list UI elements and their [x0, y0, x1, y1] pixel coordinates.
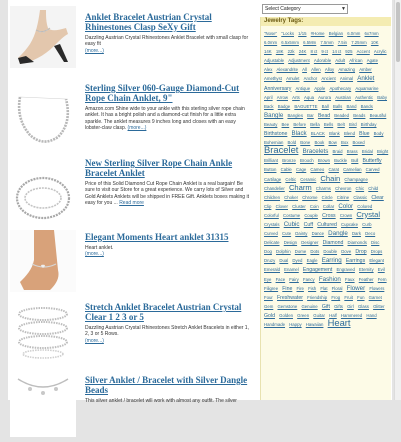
sidebar — [260, 0, 390, 400]
tag-link[interactable]: Curved — [264, 231, 278, 237]
tag-link[interactable]: Dance — [311, 231, 325, 237]
tag-link[interactable]: Cameo — [310, 167, 325, 173]
tag-link[interactable]: 24K — [298, 49, 307, 55]
tag-link[interactable]: 925 — [345, 49, 353, 55]
tag-link[interactable]: Adorable — [313, 58, 332, 64]
tag-link[interactable]: Clear — [371, 194, 384, 201]
tag-link[interactable]: Bar — [307, 112, 314, 118]
tag-link[interactable]: Gifts — [334, 303, 343, 309]
read-more-link[interactable]: (more...) — [127, 125, 147, 132]
tag-link[interactable]: 14K — [264, 49, 272, 55]
tag-link[interactable]: Alex — [264, 67, 273, 73]
tag-link[interactable]: Diamond — [322, 240, 344, 247]
heart-anklet-image — [10, 230, 76, 292]
post-thumbnail[interactable] — [10, 6, 76, 68]
tag-link[interactable]: Dolphin — [276, 249, 291, 255]
tag-link[interactable]: Bronze — [282, 158, 296, 164]
tag-link[interactable]: Classic — [353, 194, 368, 200]
tag-link[interactable]: Dyed — [292, 258, 303, 264]
tag-link[interactable]: Gold — [264, 312, 275, 319]
tag-link[interactable]: Dual — [279, 258, 289, 264]
tag-link[interactable]: Druzy — [264, 258, 276, 264]
tag-link[interactable]: Bella — [310, 121, 320, 127]
scrollbar-thumb[interactable] — [396, 2, 400, 62]
tag-link[interactable]: Aurora — [318, 94, 332, 100]
tag-link[interactable]: Child — [368, 185, 379, 191]
post-title-link[interactable]: Anklet Bracelet Austrian Crystal Rhinestones Clasp SeXy Gift — [85, 12, 212, 32]
tag-link[interactable]: Choker — [284, 194, 299, 200]
tag-link[interactable]: Girl — [347, 303, 354, 309]
tag-link[interactable]: Braid — [332, 149, 343, 155]
tag-link[interactable]: Bohemian — [264, 140, 284, 146]
tag-link[interactable]: Coin — [309, 203, 319, 209]
tag-link[interactable]: Glass — [357, 303, 369, 309]
tag-link[interactable]: Birthstone — [264, 131, 288, 138]
tag-link[interactable]: Crystals — [264, 221, 280, 227]
tag-link[interactable]: Earring — [321, 257, 342, 265]
tag-link[interactable]: Hammered — [340, 312, 363, 318]
tag-link[interactable]: Fruit — [344, 294, 353, 300]
high-heel-anklet-image — [10, 6, 76, 68]
tag-link[interactable]: Amber — [359, 67, 372, 73]
tag-link[interactable]: Floral — [331, 285, 343, 291]
tag-link[interactable]: 7.5in — [337, 40, 348, 46]
tag-link[interactable]: Cage — [295, 167, 307, 173]
tag-link[interactable]: Flowers — [369, 285, 385, 291]
tag-link[interactable]: 8 ct — [310, 49, 318, 55]
tag-link[interactable]: Alloy — [324, 67, 335, 73]
tags-heading: Jewelry Tags: — [261, 17, 391, 26]
post-excerpt: Heart anklet. — [85, 245, 114, 251]
tag-link[interactable]: Bracelet — [264, 144, 299, 156]
tag-link[interactable]: Birthday — [360, 121, 377, 127]
tag-link[interactable]: Clover — [275, 203, 288, 209]
tag-link[interactable]: African — [349, 58, 363, 64]
tag-link[interactable]: Animal — [339, 76, 354, 82]
post-list — [8, 0, 254, 404]
silver-chain-image — [10, 166, 76, 228]
tag-link[interactable]: Bracelets — [302, 148, 329, 156]
tag-link[interactable]: Drop — [355, 249, 367, 256]
tag-link[interactable]: Dove — [341, 249, 352, 255]
tag-link[interactable]: Genuine — [301, 303, 318, 309]
tag-link[interactable]: Bow — [328, 140, 337, 146]
tag-link[interactable]: Charms — [315, 185, 331, 191]
tag-link[interactable]: 18K — [275, 49, 284, 55]
tag-link[interactable]: 10K — [370, 40, 379, 46]
tag-link[interactable]: Acrylic — [373, 49, 387, 55]
tag-link[interactable]: Flower — [346, 284, 366, 292]
tag-link[interactable]: Diamonds — [347, 240, 367, 246]
tag-link[interactable]: Carnelian — [343, 167, 362, 173]
tag-link[interactable]: Crystal — [356, 209, 381, 219]
post-title-link[interactable]: Silver Anklet / Bracelet with Silver Dangle Beads — [85, 375, 248, 395]
tag-link[interactable]: BAGUETTE — [294, 103, 318, 109]
tag-link[interactable]: Amethyst — [264, 76, 282, 82]
tag-link[interactable]: All — [302, 67, 307, 73]
tag-link[interactable]: Dome — [294, 249, 307, 255]
tag-link[interactable]: Bead — [317, 112, 331, 119]
tag-link[interactable]: Color — [338, 202, 354, 210]
tag-link[interactable]: Emerald — [264, 267, 281, 273]
tag-link[interactable]: Disc — [371, 240, 380, 246]
tag-link[interactable]: Handmade — [264, 322, 286, 327]
tag-link[interactable]: Arrow — [276, 94, 288, 100]
tag-link[interactable]: Enamel — [284, 267, 299, 273]
tag-link[interactable]: Cable — [280, 167, 292, 173]
post-thumbnail[interactable] — [10, 166, 76, 228]
read-more-link[interactable]: (more...) — [85, 337, 104, 344]
tag-link[interactable]: Eternity — [359, 267, 374, 273]
tag-link[interactable]: Box — [340, 140, 349, 146]
tag-link[interactable]: Bull — [351, 158, 359, 164]
tag-link[interactable]: Chandelier — [264, 185, 285, 191]
tag-link[interactable]: Brooch — [300, 158, 314, 164]
post-excerpt: Dazzling Austrian Crystal Rhinestones Anklet Bracelet with small clasp for easy fit — [85, 35, 249, 48]
category-select[interactable] — [262, 4, 348, 14]
tag-link[interactable]: Bands — [360, 103, 373, 109]
tag-link[interactable]: Bells — [323, 121, 334, 127]
post-excerpt: Price of this Solid Diamond Cut Rope Chain Anklet is a real bargain! Be sure to visit our Store for a great experience. We carry lots of Silver and Gold Anklets Anklets will be shipped in FREE Gift. Anklets boxes making it easy for you ... — [85, 181, 249, 207]
tag-link[interactable]: Dangle — [328, 230, 348, 238]
tag-link[interactable]: Flat — [320, 285, 328, 291]
chevron-down-icon: ▼ — [341, 6, 346, 12]
dangle-beads-anklet-image — [10, 375, 76, 437]
tag-link[interactable]: Face — [275, 276, 286, 282]
tag-link[interactable]: Faux — [345, 276, 355, 282]
tag-link[interactable]: Gem — [264, 303, 274, 309]
tag-link[interactable]: Allen — [311, 67, 321, 73]
tag-link[interactable]: Fish — [308, 285, 317, 291]
tag-link[interactable]: Bird — [348, 121, 357, 127]
tag-link[interactable]: Elegant — [369, 258, 384, 264]
tag-link[interactable]: Collar — [322, 203, 335, 209]
tag-link[interactable]: Citrine — [336, 194, 350, 200]
tag-link[interactable]: Cuff — [303, 221, 314, 228]
tag-link[interactable]: Hand — [366, 312, 377, 318]
tag-link[interactable]: Eye — [264, 276, 272, 282]
tag-link[interactable]: Button — [264, 167, 277, 173]
tag-link[interactable]: Antique — [295, 85, 311, 91]
post-thumbnail[interactable] — [10, 300, 76, 362]
tag-link[interactable]: Beads — [353, 112, 366, 118]
tag-link[interactable]: Fashion — [318, 275, 341, 283]
tag-link[interactable]: Amazing — [338, 67, 356, 73]
tag-link[interactable]: Celtic — [285, 176, 297, 182]
tag-link[interactable]: Chrome — [302, 194, 318, 200]
tag-link[interactable]: Earrings — [345, 258, 366, 265]
tag-link[interactable]: Anchor — [303, 76, 318, 82]
tag-link[interactable]: Band — [346, 103, 357, 109]
tag-link[interactable]: Beautiful — [369, 112, 387, 118]
tag-link[interactable]: Body — [373, 131, 384, 137]
tag-link[interactable]: 6.0mm — [264, 40, 278, 46]
tag-link[interactable]: 14 ct — [332, 49, 342, 55]
tag-link[interactable]: Evil — [377, 267, 385, 273]
tag-link[interactable]: Adjustable — [264, 58, 285, 64]
tag-link[interactable]: Anklet — [357, 75, 375, 83]
tag-link[interactable]: April — [264, 94, 273, 100]
tag-link[interactable]: Adjustment — [288, 58, 310, 64]
tag-link[interactable]: Clip — [264, 203, 272, 209]
tag-link[interactable]: Bright — [377, 149, 389, 155]
post-title-link[interactable]: Elegant Moments Heart anklet 31315 — [85, 232, 229, 242]
tag-link[interactable]: Beauty — [264, 121, 278, 127]
tag-link[interactable]: "Nose" — [264, 31, 278, 36]
post-excerpt: Dazzling Austrian Crystal Rhinestones Stretch Anklet Bracelets in either 1, 2, 3 or 5 Rows. — [85, 325, 249, 338]
tag-link[interactable]: #Home — [310, 31, 325, 36]
tag-link[interactable]: Boxed — [352, 140, 365, 146]
tag-link[interactable]: Dark — [351, 231, 362, 237]
tag-link[interactable]: Black — [291, 130, 307, 138]
tag-link[interactable]: Baby — [377, 94, 388, 100]
tag-link[interactable]: Hawaiian — [305, 322, 324, 327]
post-title-link[interactable]: Sterling Silver 060-Gauge Diamond-Cut Rope Chain Anklet, 9" — [85, 83, 240, 103]
scrollbar[interactable] — [394, 0, 401, 400]
tag-link[interactable]: Glitter — [373, 303, 385, 309]
tag-link[interactable]: BLACK — [310, 131, 325, 137]
tag-link[interactable]: Costume — [282, 212, 301, 218]
tag-link[interactable]: Heart — [327, 317, 351, 328]
tag-link[interactable]: Fine — [282, 285, 293, 292]
tag-link[interactable]: Bee — [281, 121, 290, 127]
tag-link[interactable]: Half — [329, 312, 337, 318]
tag-link[interactable]: Agate — [366, 58, 378, 64]
tag-link[interactable]: Book — [314, 140, 325, 146]
tag-link[interactable]: Fern — [377, 276, 387, 282]
tag-link[interactable]: Garnet — [368, 294, 382, 300]
post-thumbnail[interactable] — [10, 89, 76, 151]
tag-link[interactable]: Belgian — [328, 31, 344, 36]
tag-link[interactable]: Alexandrite — [276, 67, 299, 73]
tag-link[interactable]: Colored — [357, 203, 373, 209]
tag-link[interactable]: Cubic — [283, 220, 300, 228]
tag-link[interactable]: Chic — [355, 185, 365, 191]
post-title-link[interactable]: Stretch Anklet Bracelet Austrian Crystal Clear 1 2 3 or 5 — [85, 302, 242, 322]
tag-link[interactable]: Green — [297, 312, 310, 318]
tag-link[interactable]: Engraved — [336, 267, 355, 273]
tag-link[interactable]: Bold — [287, 140, 297, 146]
tag-link[interactable]: Freshwater — [277, 294, 303, 301]
tag-link[interactable]: Brilliant — [264, 158, 279, 164]
post-excerpt: Amazon.com Shine wide to your ankle with this sterling silver rope chain anklet. It has a bright polish and a diamond-cut finish for a little extra sparkle. The anklet measures 9 inches long and closes with an easy lobster-claw clasp. — [85, 106, 245, 132]
crystal-anklets-image — [10, 300, 76, 362]
tag-link[interactable]: Amulet — [286, 76, 300, 82]
tag-link[interactable]: Crown — [339, 212, 353, 218]
tag-link[interactable]: Anniversary — [264, 85, 292, 92]
tag-link[interactable]: Frog — [331, 294, 341, 300]
tag-link[interactable]: Aquamarine — [355, 85, 379, 91]
tag-link[interactable]: 6.5x5mm — [281, 40, 299, 46]
tag-link[interactable]: Ceramic — [300, 176, 317, 182]
post-thumbnail[interactable] — [10, 230, 76, 292]
tag-link[interactable]: Butterfly — [362, 158, 382, 165]
tag-link[interactable]: Aqua — [303, 94, 314, 100]
tag-link[interactable]: Circle — [321, 194, 333, 200]
tag-link[interactable]: 9 ct — [321, 49, 328, 55]
tag-link[interactable]: Designer — [301, 240, 319, 246]
tag-link[interactable]: Deco — [365, 231, 376, 237]
tag-link[interactable]: Bridal — [361, 149, 373, 155]
post-excerpt: This silver anklet / bracelet will work with almost any outfit. The silver — [85, 398, 237, 404]
read-more-link[interactable]: (more...) — [85, 47, 104, 54]
tag-link[interactable]: Cluster — [292, 203, 306, 209]
tag-link[interactable]: Balls — [332, 103, 343, 109]
tag-link[interactable]: Cultured — [317, 221, 337, 228]
tag-link[interactable]: Carat — [328, 167, 339, 173]
tag-link[interactable]: Dainty — [295, 231, 308, 237]
tag-link[interactable]: Apothecary — [329, 85, 352, 91]
tag-link[interactable]: Chain — [320, 173, 341, 183]
category-select-value: Select Category — [265, 6, 301, 12]
tag-link[interactable]: Curb — [362, 221, 372, 227]
tag-link[interactable]: Arts — [292, 94, 300, 100]
tag-link[interactable]: Eagle — [306, 258, 318, 264]
tag-link[interactable]: 22k — [287, 49, 295, 55]
tag-link[interactable]: Fire — [296, 285, 304, 291]
tag-link[interactable]: Authentic — [355, 94, 374, 100]
tag-link[interactable]: Feather — [358, 276, 374, 282]
tag-link[interactable]: "Locks — [281, 31, 295, 36]
tag-link[interactable]: Blue — [359, 131, 370, 138]
tag-link[interactable]: Before — [293, 121, 307, 127]
tag-link[interactable]: Apple — [314, 85, 326, 91]
tag-link[interactable]: Dog — [264, 249, 272, 255]
tag-link[interactable]: Design — [283, 240, 298, 246]
post-thumbnail[interactable] — [10, 375, 76, 437]
tag-link[interactable]: Fairy — [289, 276, 299, 282]
tag-link[interactable]: Cupcake — [341, 221, 358, 227]
tag-link[interactable]: Four — [264, 294, 273, 300]
tag-link[interactable]: Beaded — [334, 112, 350, 118]
tag-link[interactable]: 6.0mm — [347, 31, 361, 36]
tag-link[interactable]: Ancient — [321, 76, 336, 82]
tag-link[interactable]: Champagne — [344, 176, 368, 182]
tag-cloud — [261, 26, 391, 328]
tag-link[interactable]: Bangles — [287, 112, 303, 118]
tag-link[interactable]: Engagement — [302, 267, 333, 274]
tag-link[interactable]: Buckle — [334, 158, 348, 164]
tag-link[interactable]: Happy — [289, 322, 302, 327]
tag-link[interactable]: Ball — [321, 103, 329, 109]
tag-link[interactable]: Cross — [322, 212, 336, 219]
tag-link[interactable]: Golden — [279, 312, 293, 318]
tag-link[interactable]: Brown — [317, 158, 330, 164]
tag-link[interactable]: 1/15 — [298, 31, 307, 36]
tag-link[interactable]: Blank — [329, 131, 340, 137]
tag-link[interactable]: Double — [323, 249, 338, 255]
tag-link[interactable]: Carved — [365, 167, 380, 173]
page — [8, 0, 392, 404]
tag-link[interactable]: Blend — [343, 131, 355, 137]
tag-link[interactable]: Brass — [346, 149, 358, 155]
tag-link[interactable]: Dots — [310, 249, 320, 255]
tag-link[interactable]: 7.5mm — [320, 40, 334, 46]
tag-cloud-widget — [260, 17, 391, 400]
tag-link[interactable]: Fun — [357, 294, 365, 300]
read-more-link[interactable]: (more...) — [85, 251, 104, 258]
tag-link[interactable]: Accent — [356, 49, 370, 55]
tag-link[interactable]: Back — [264, 103, 274, 109]
tag-link[interactable]: Fancy — [303, 276, 315, 282]
tag-link[interactable]: Delicate — [264, 240, 280, 246]
tag-link[interactable]: Cute — [282, 231, 292, 237]
tag-link[interactable]: Badge — [277, 103, 291, 109]
tag-link[interactable]: Belt — [337, 121, 345, 127]
tag-link[interactable]: Charm — [288, 182, 312, 192]
tag-link[interactable]: 6x7mm — [364, 31, 379, 36]
tag-link[interactable]: Couple — [304, 212, 318, 218]
read-more-link[interactable]: Read more — [119, 200, 144, 207]
tag-link[interactable]: 6.5Mm — [303, 40, 317, 46]
tag-link[interactable]: Austrian — [335, 94, 351, 100]
rope-chain-anklet-image — [10, 89, 76, 151]
tag-link[interactable]: Bone — [300, 140, 311, 146]
tag-link[interactable]: Cartilage — [264, 176, 282, 182]
tag-link[interactable]: Colorful — [264, 212, 279, 218]
tag-link[interactable]: Chevron — [335, 185, 352, 191]
tag-link[interactable]: Adult — [335, 58, 346, 64]
tag-link[interactable]: Drops — [370, 249, 383, 255]
post-title-link[interactable]: New Sterling Silver Rope Chain Ankle Bracelet Anklet — [85, 158, 233, 178]
tag-link[interactable]: Gift — [321, 303, 330, 310]
tag-link[interactable]: Friendship — [307, 294, 328, 300]
tag-link[interactable]: Children — [264, 194, 281, 200]
tag-link[interactable]: Filigree — [264, 285, 279, 291]
tag-link[interactable]: Guitar — [313, 312, 325, 318]
tag-link[interactable]: Gemstone — [277, 303, 298, 309]
tag-link[interactable]: 7.25mm — [351, 40, 367, 46]
tag-link[interactable]: Bangle — [264, 111, 284, 119]
